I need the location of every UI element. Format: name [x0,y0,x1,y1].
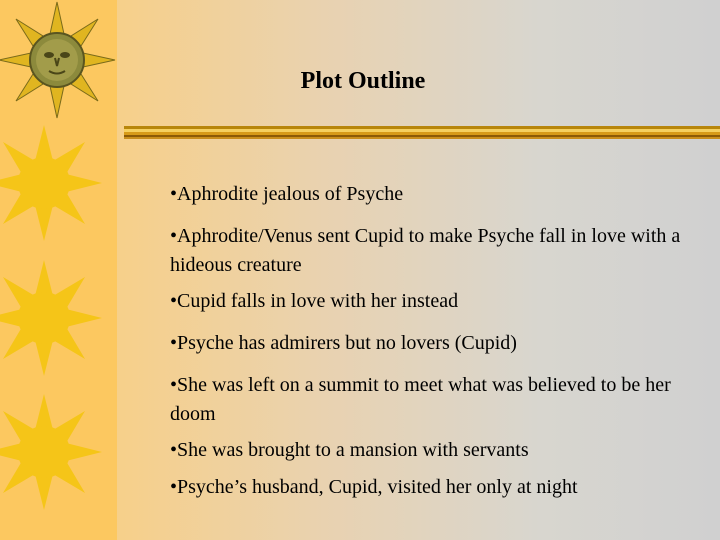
sun-icon [0,260,102,376]
sun-icon [0,394,102,510]
slide-title: Plot Outline [300,68,426,94]
bullet-item: •Psyche has admirers but no lovers (Cupid) [170,332,517,354]
bullet-item: •She was brought to a mansion with servants [170,439,529,461]
bullet-item: •Psyche’s husband, Cupid, visited her only at night [170,476,578,498]
sun-face-icon [0,2,115,118]
bullet-item: •Aphrodite/Venus sent Cupid to make Psyche fall in love with a hideous creature [170,225,681,276]
sun-decorations [0,0,117,540]
sun-icon [0,125,102,241]
bullet-item: •Aphrodite jealous of Psyche [170,183,404,205]
title-divider [124,126,720,142]
bullet-item: •She was left on a summit to meet what was believed to be her doom [170,374,671,425]
left-decorative-strip [0,0,117,540]
bullet-item: •Cupid falls in love with her instead [170,290,459,312]
